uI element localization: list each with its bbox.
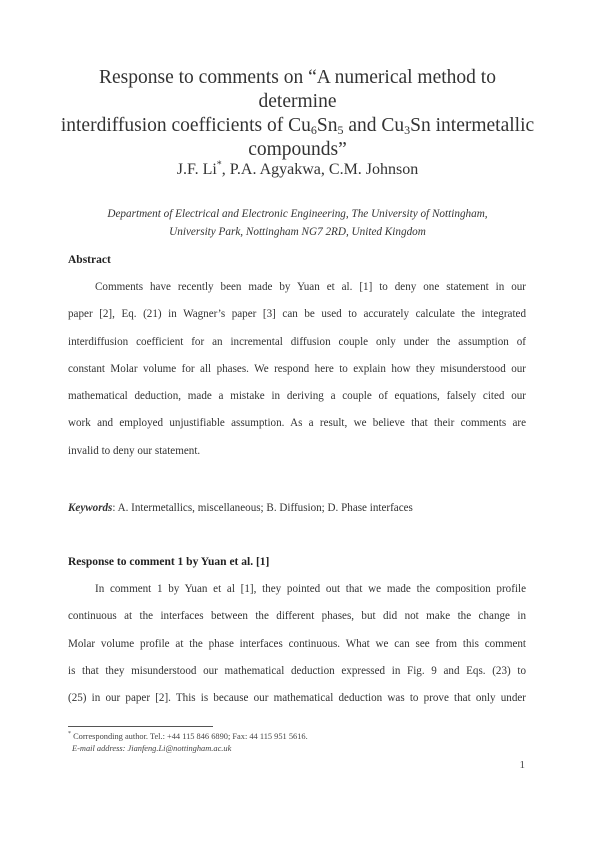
title-text: and Cu <box>343 115 405 136</box>
text-line: interdiffusion coefficient for an incremental diffusion couple only under the assumption of <box>68 335 526 348</box>
footnote-corresponding <box>68 731 308 741</box>
title-line-2 <box>60 114 535 138</box>
author-list <box>60 161 535 179</box>
text-line: work and employed unjustifiable assumption. As a result, we believe that their comments are <box>68 417 526 430</box>
text-line: mathematical deduction, made a mistake in deriving a couple of equations, falsely cited our <box>68 390 526 403</box>
email-address[interactable]: : Jianfeng.Li@nottingham.ac.uk <box>122 744 232 753</box>
footnote-mark: * <box>68 731 71 737</box>
text-line: continuous at the interfaces between the different phases, but did not make the change in <box>68 610 526 623</box>
text-line: Comments have recently been made by Yuan et al. [1] to deny one statement in our <box>95 281 526 293</box>
title-text: interdiffusion coefficients of Cu <box>60 115 311 136</box>
email-label: E-mail address <box>72 744 123 753</box>
text-line: paper [2], Eq. (21) in Wagner’s paper [3] can be used to accurately calculate the integrated <box>68 308 526 321</box>
text-line: invalid to deny our statement. <box>68 444 201 457</box>
keywords <box>68 502 413 514</box>
text-line: Molar volume profile at the phase interfaces continuous. What we can see from this comment <box>68 637 526 650</box>
corresponding-author-mark: * <box>216 159 222 171</box>
affiliation-line-1: Department of Electrical and Electronic Engineering, The University of Nottingham, <box>107 208 488 220</box>
paper-title <box>60 66 535 162</box>
author-name: J.F. Li <box>176 161 217 178</box>
section-heading: Response to comment 1 by Yuan et al. [1] <box>68 556 270 568</box>
footnote-text: Corresponding author. Tel.: +44 115 846 6890; Fax: 44 115 951 5616. <box>71 731 308 741</box>
keywords-label: Keywords <box>68 502 113 514</box>
footnote-email <box>72 744 231 753</box>
title-text: Sn <box>316 115 338 136</box>
abstract-body <box>68 274 526 465</box>
text-line: is that they misunderstood our mathematical deduction expressed in Fig. 9 and Eqs. (23) to <box>68 664 526 677</box>
affiliation-line-2: University Park, Nottingham NG7 2RD, United Kingdom <box>169 226 426 238</box>
affiliation <box>60 205 535 241</box>
page-number: 1 <box>519 759 525 771</box>
title-subscript: 6 <box>310 123 317 137</box>
title-line-1: Response to comments on “A numerical method to determine <box>99 67 496 112</box>
text-line: In comment 1 by Yuan et al [1], they pointed out that we made the composition profile <box>95 583 526 595</box>
keywords-text: : A. Intermetallics, miscellaneous; B. Diffusion; D. Phase interfaces <box>112 502 413 514</box>
footnote-divider <box>68 726 213 727</box>
abstract-heading: Abstract <box>68 254 111 266</box>
title-line-3: compounds” <box>248 139 347 160</box>
text-line: (25) in our paper [2]. This is because our mathematical deduction was to prove that only under <box>68 692 526 705</box>
title-subscript: 5 <box>337 123 344 137</box>
title-subscript: 3 <box>404 123 411 137</box>
text-line: constant Molar volume for all phases. We respond here to explain how they misunderstood our <box>68 362 526 375</box>
title-text: Sn intermetallic <box>410 115 535 136</box>
author-names: , P.A. Agyakwa, C.M. Johnson <box>221 161 419 178</box>
section-body <box>68 576 526 712</box>
